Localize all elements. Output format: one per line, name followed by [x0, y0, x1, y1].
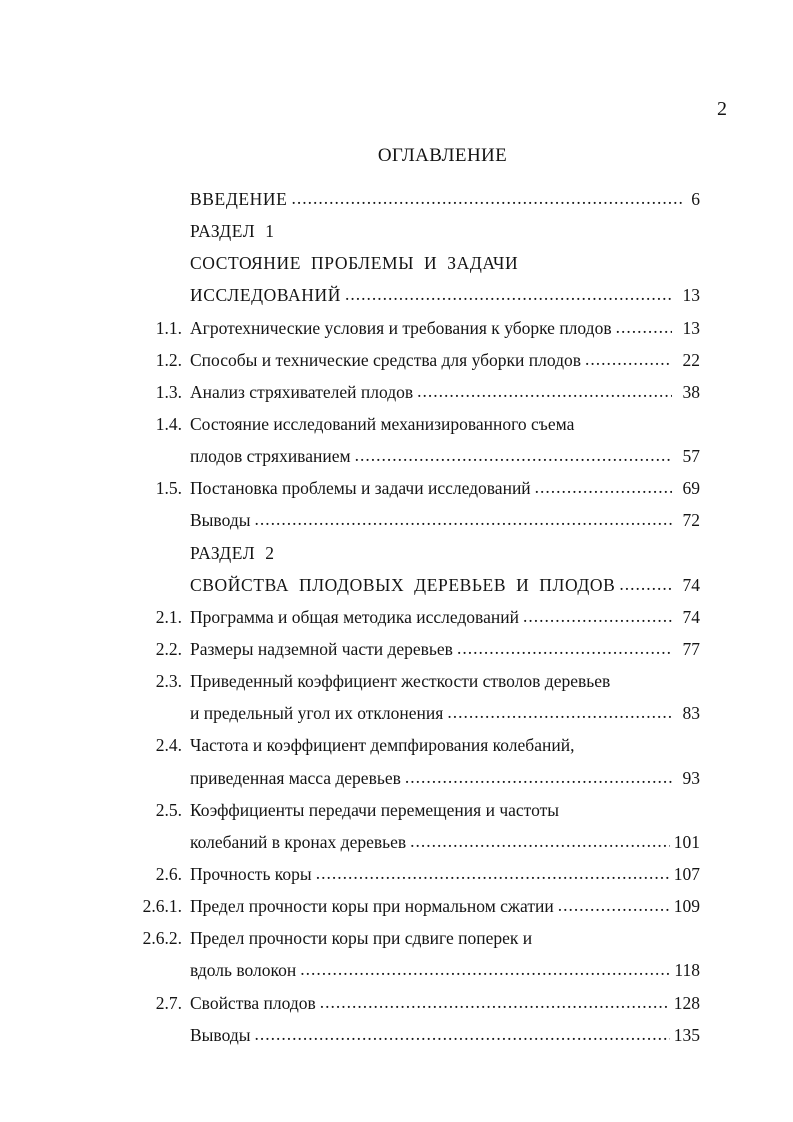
- toc-entry-title: СВОЙСТВА ПЛОДОВЫХ ДЕРЕВЬЕВ И ПЛОДОВ: [190, 574, 616, 595]
- toc-entry: [120, 890, 700, 922]
- toc-entry-title: Способы и технические средства для уборки плодов: [190, 349, 581, 370]
- toc-entry-title: Приведенный коэффициент жесткости стволов деревьев: [190, 671, 611, 692]
- toc-entry: [120, 729, 700, 761]
- toc-entry: [120, 344, 700, 376]
- toc-leader-dots: [417, 383, 672, 401]
- toc-entry-title: Предел прочности коры при нормальном сжатии: [190, 896, 554, 917]
- toc-entry-number: 1.2.: [155, 349, 182, 370]
- toc-entry-number: 2.4.: [155, 735, 182, 756]
- toc-entry-title: Анализ стряхивателей плодов: [190, 381, 414, 402]
- toc-entry-page: 72: [682, 510, 700, 531]
- toc-entry-page: 13: [682, 317, 700, 338]
- toc-entry-page: 74: [682, 574, 700, 595]
- toc-entry-page: 93: [682, 767, 700, 788]
- toc-title: ОГЛАВЛЕНИЕ: [377, 145, 508, 166]
- toc-leader-dots: [405, 769, 672, 787]
- toc-entry-page: 57: [682, 446, 700, 467]
- toc-entry-page: 6: [691, 189, 700, 209]
- toc-entry-number: 2.6.2.: [142, 928, 182, 949]
- toc-entry-number: 2.7.: [155, 992, 182, 1013]
- toc-entry-title: вдоль волокон: [190, 960, 297, 981]
- toc-entry: [120, 537, 700, 569]
- toc-entry-title: Выводы: [190, 1024, 251, 1045]
- toc-entry-page: 118: [674, 960, 700, 981]
- toc-entry-title: РАЗДЕЛ 2: [190, 542, 275, 563]
- toc-entry: [120, 665, 700, 697]
- toc-entry: [120, 569, 700, 601]
- toc-leader-dots: [254, 1026, 669, 1044]
- toc-entry-title: Выводы: [190, 510, 251, 531]
- toc-entry-title: Предел прочности коры при сдвиге поперек и: [190, 928, 533, 949]
- toc-entry-title: Агротехнические условия и требования к уборке плодов: [190, 317, 612, 338]
- toc-entry-page: 109: [673, 896, 700, 917]
- toc-entry-page: 22: [682, 349, 700, 370]
- toc-entry-title: плодов стряхиванием: [190, 446, 351, 467]
- toc-entry: [120, 762, 700, 794]
- toc-entry: [120, 279, 700, 311]
- toc-entry-title: Состояние исследований механизированного съема: [190, 413, 575, 434]
- toc-leader-dots: [410, 833, 670, 851]
- toc-entry: [120, 858, 700, 890]
- toc-leader-dots: [616, 319, 672, 337]
- toc-entry: [120, 1019, 700, 1051]
- toc-entry-page: 101: [673, 831, 700, 852]
- toc-entry: [120, 794, 700, 826]
- toc-entry-title: СОСТОЯНИЕ ПРОБЛЕМЫ И ЗАДАЧИ: [190, 253, 519, 274]
- toc-entry-number: 1.4.: [155, 413, 182, 434]
- toc-leader-dots: [585, 351, 672, 369]
- page-number: 2: [717, 98, 727, 120]
- toc-entry-title: Прочность коры: [190, 863, 312, 884]
- toc-entry: [120, 826, 700, 858]
- toc-entry-number: 1.1.: [155, 317, 182, 338]
- toc-entry: [120, 408, 700, 440]
- toc-entry: [120, 247, 700, 279]
- toc-entry-title: РАЗДЕЛ 1: [190, 221, 275, 242]
- toc-entry-page: 128: [673, 992, 700, 1013]
- toc-entry: [120, 954, 700, 986]
- toc-entry-page: 135: [673, 1024, 700, 1045]
- toc-entry: [120, 215, 700, 247]
- toc-entry-title: Размеры надземной части деревьев: [190, 638, 453, 659]
- toc-entry-title: Свойства плодов: [190, 992, 316, 1013]
- toc-leader-dots: [345, 286, 672, 304]
- toc-entry: [120, 922, 700, 954]
- toc-entry-page: 83: [682, 703, 700, 724]
- toc-leader-dots: [535, 479, 672, 497]
- toc-leader-dots: [457, 640, 672, 658]
- toc-entry: [120, 633, 700, 665]
- toc-entry: [120, 312, 700, 344]
- toc-entry-number: 2.6.1.: [142, 896, 182, 917]
- toc-leader-dots: [447, 704, 672, 722]
- table-of-contents: [120, 183, 700, 1051]
- toc-entry-page: 74: [682, 606, 700, 627]
- toc-entry-title: Программа и общая методика исследований: [190, 606, 519, 627]
- toc-leader-dots: [300, 961, 670, 979]
- toc-leader-dots: [355, 447, 672, 465]
- toc-entry: [120, 987, 700, 1019]
- toc-entry-page: 13: [682, 285, 700, 306]
- toc-entry-title: ВВЕДЕНИЕ: [190, 189, 288, 209]
- toc-entry-title: колебаний в кронах деревьев: [190, 831, 407, 852]
- toc-leader-dots: [523, 608, 672, 626]
- toc-entry-number: 1.3.: [155, 381, 182, 402]
- toc-entry-title: и предельный угол их отклонения: [190, 703, 444, 724]
- toc-entry-page: 38: [682, 381, 700, 402]
- toc-entry-title: Постановка проблемы и задачи исследований: [190, 478, 531, 499]
- toc-entry-title: ИССЛЕДОВАНИЙ: [190, 285, 342, 306]
- toc-leader-dots: [619, 576, 672, 594]
- toc-entry: [120, 697, 700, 729]
- toc-entry: [120, 440, 700, 472]
- toc-entry: [120, 183, 700, 215]
- toc-entry-number: 2.5.: [155, 799, 182, 820]
- toc-entry-page: 77: [682, 638, 700, 659]
- toc-entry-number: 2.2.: [155, 638, 182, 659]
- toc-leader-dots: [320, 994, 670, 1012]
- toc-entry-number: 1.5.: [155, 478, 182, 499]
- toc-leader-dots: [291, 190, 685, 208]
- toc-leader-dots: [558, 897, 670, 915]
- toc-entry: [120, 601, 700, 633]
- toc-entry: [120, 504, 700, 536]
- toc-entry-number: 2.1.: [155, 606, 182, 627]
- toc-entry-title: приведенная масса деревьев: [190, 767, 401, 788]
- toc-leader-dots: [316, 865, 670, 883]
- toc-entry-page: 107: [673, 863, 700, 884]
- toc-entry-number: 2.6.: [155, 863, 182, 884]
- toc-leader-dots: [254, 511, 672, 529]
- toc-entry-title: Коэффициенты передачи перемещения и частоты: [190, 799, 559, 820]
- toc-entry-title: Частота и коэффициент демпфирования колебаний,: [190, 735, 575, 756]
- toc-entry-page: 69: [682, 478, 700, 499]
- toc-entry: [120, 376, 700, 408]
- toc-entry-number: 2.3.: [155, 671, 182, 692]
- toc-entry: [120, 472, 700, 504]
